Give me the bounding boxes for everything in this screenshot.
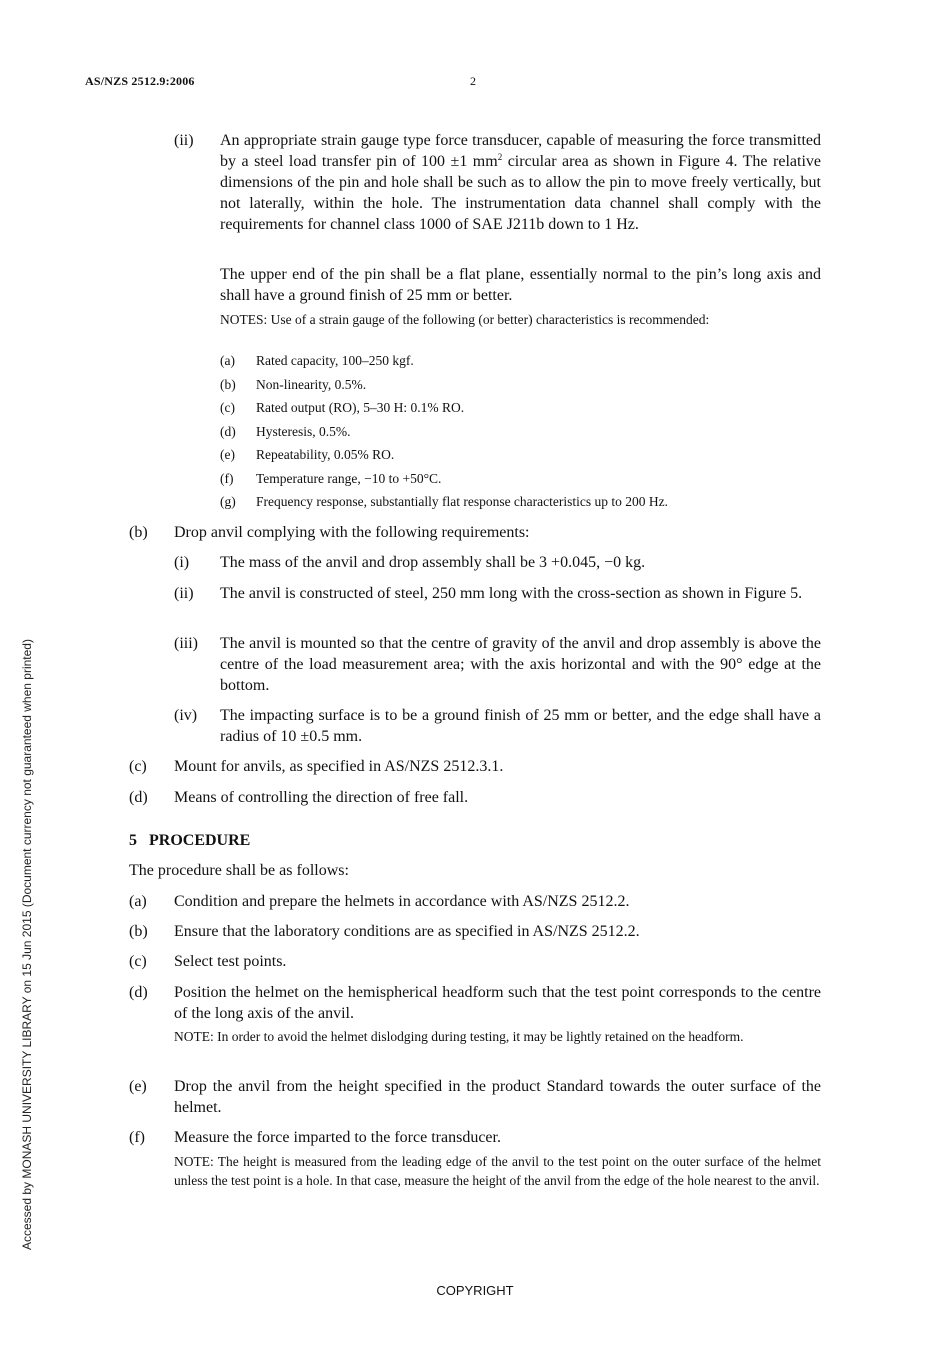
step-label: (b) (129, 923, 148, 940)
superscript: 2 (497, 152, 503, 162)
note-label: (a) (220, 353, 235, 368)
subitem-text: The mass of the anvil and drop assembly shall be 3 +0.045, −0 kg. (220, 554, 646, 571)
note-label: (f) (220, 471, 234, 486)
notes-intro: NOTES: Use of a strain gauge of the following (or better) characteristics is recommended: (220, 312, 710, 327)
pin-paragraph: The upper end of the pin shall be a flat plane, essentially normal to the pin’s long axis and shall have a ground finish of 25 mm or better. (220, 266, 821, 304)
subitem-text: The anvil is mounted so that the centre of gravity of the anvil and drop assembly is above the centre of the load measurement area; with the axis horizontal and with the 90° edge at the bottom. (220, 635, 821, 694)
step-note: NOTE: The height is measured from the leading edge of the anvil to the test point on the outer surface of the helmet unless the test point is a hole. In that case, measure the height of the anvil from the edge of the hole nearest to the anvil. (174, 1154, 821, 1188)
subitem-label: (ii) (174, 585, 194, 602)
note-text: Rated capacity, 100–250 kgf. (256, 353, 414, 368)
free-fall-text: Means of controlling the direction of free fall. (174, 789, 469, 806)
transducer-text-a: An appropriate strain gauge type force transducer, capable of measuring the force transmitted by a steel load transfer pin of 100 ±1 mm (220, 132, 821, 170)
subitem-text: The impacting surface is to be a ground finish of 25 mm or better, and the edge shall have a radius of 10 ±0.5 mm. (220, 707, 821, 745)
note-label: (c) (220, 400, 235, 415)
standard-designation: AS/NZS 2512.9:2006 (85, 74, 195, 88)
procedure-intro: The procedure shall be as follows: (129, 862, 349, 879)
note-label: (g) (220, 494, 236, 509)
step-text: Condition and prepare the helmets in accordance with AS/NZS 2512.2. (174, 893, 630, 910)
transducer-text-b: circular area as shown in Figure 4. The relative dimensions of the pin and hole shall be such as to allow the pin to move freely vertically, but not laterally, within the hole. The instrumentation data channel shall comply with the requirements for channel class 1000 of SAE J211b down to 1 Hz. (220, 153, 821, 233)
note-label: (d) (220, 424, 236, 439)
note-text: Hysteresis, 0.5%. (256, 424, 351, 439)
note-label: (e) (220, 447, 235, 462)
subitem-label: (iv) (174, 707, 198, 724)
access-watermark: Accessed by MONASH UNIVERSITY LIBRARY on 15 Jun 2015 (Document currency not guaranteed when printed) (20, 639, 34, 1250)
item-label: (d) (129, 789, 148, 806)
item-label: (c) (129, 758, 147, 775)
drop-anvil-text: Drop anvil complying with the following requirements: (174, 524, 530, 541)
step-text: Drop the anvil from the height specified in the product Standard towards the outer surface of the helmet. (174, 1078, 821, 1116)
step-note: NOTE: In order to avoid the helmet dislodging during testing, it may be lightly retained on the headform. (174, 1029, 744, 1044)
step-text: Ensure that the laboratory conditions are as specified in AS/NZS 2512.2. (174, 923, 640, 940)
step-text: Position the helmet on the hemispherical headform such that the test point corresponds to the centre of the long axis of the anvil. (174, 984, 821, 1022)
copyright-footer: COPYRIGHT (436, 1283, 514, 1298)
step-label: (f) (129, 1129, 145, 1146)
item-label: (b) (129, 524, 148, 541)
step-label: (e) (129, 1078, 147, 1095)
note-label: (b) (220, 377, 236, 392)
item-label: (ii) (174, 132, 194, 149)
note-text: Repeatability, 0.05% RO. (256, 447, 395, 462)
step-label: (c) (129, 953, 147, 970)
note-text: Temperature range, −10 to +50°C. (256, 471, 442, 486)
step-label: (a) (129, 893, 147, 910)
page-number: 2 (470, 74, 476, 88)
note-text: Non-linearity, 0.5%. (256, 377, 367, 392)
step-text: Measure the force imparted to the force transducer. (174, 1129, 501, 1146)
note-text: Rated output (RO), 5–30 H: 0.1% RO. (256, 400, 465, 415)
transducer-paragraph (220, 130, 821, 235)
subitem-text: The anvil is constructed of steel, 250 mm long with the cross-section as shown in Figure 5. (220, 585, 803, 602)
anvil-mount-text: Mount for anvils, as specified in AS/NZS 2512.3.1. (174, 758, 504, 775)
subitem-label: (iii) (174, 635, 198, 652)
section-heading: 5 PROCEDURE (129, 832, 251, 849)
subitem-label: (i) (174, 554, 190, 571)
step-label: (d) (129, 984, 148, 1001)
step-text: Select test points. (174, 953, 287, 970)
note-text: Frequency response, substantially flat response characteristics up to 200 Hz. (256, 494, 669, 509)
